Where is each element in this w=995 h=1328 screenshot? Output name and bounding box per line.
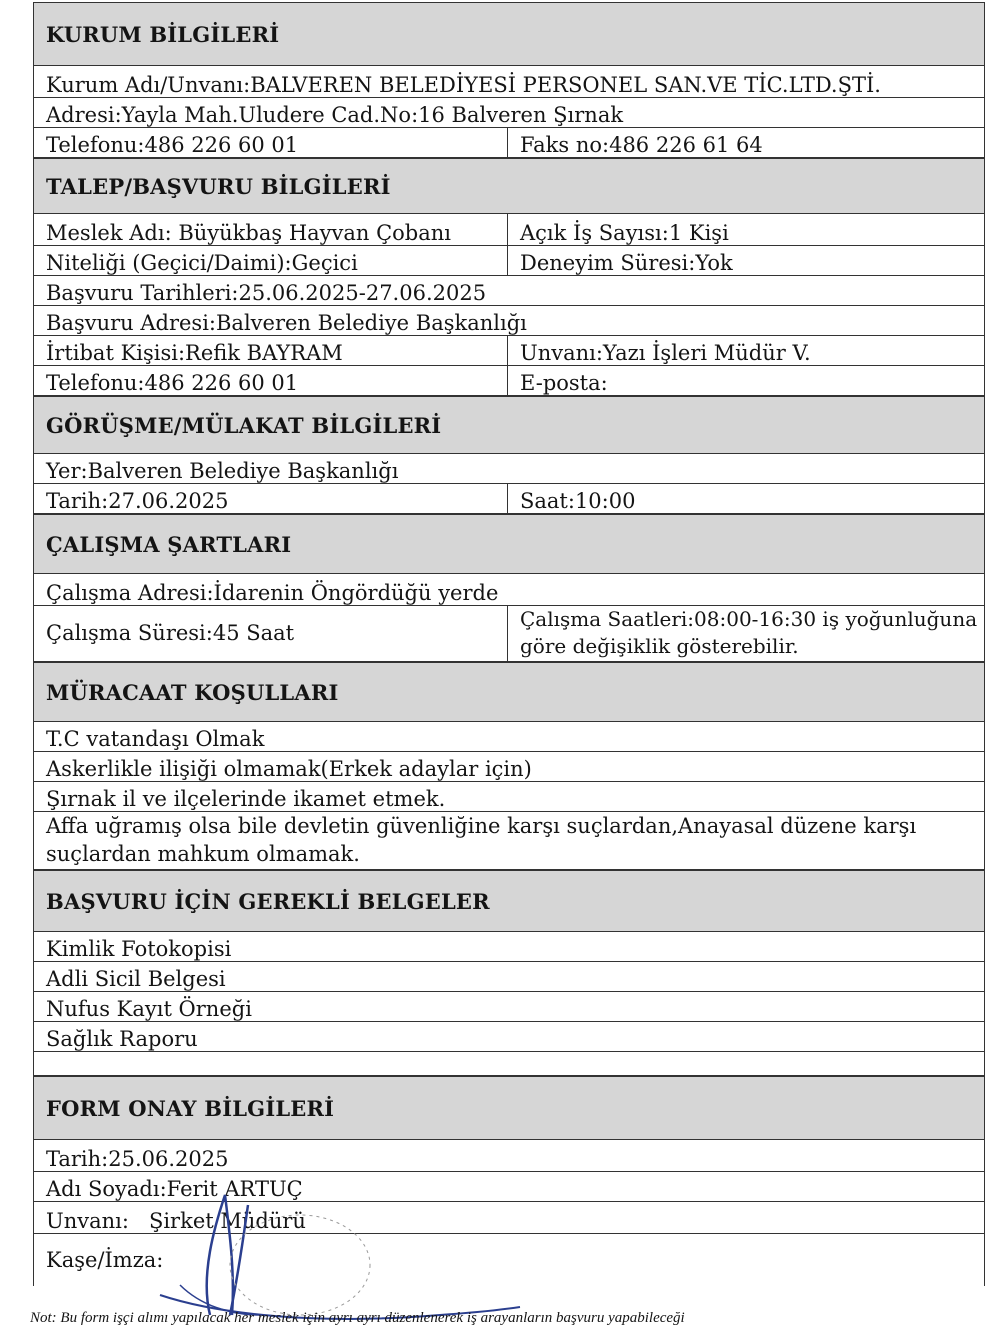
section-gorusme-title: GÖRÜŞME/MÜLAKAT BİLGİLERİ [34, 396, 984, 454]
talep-eposta: E-posta: [520, 370, 608, 395]
irtibat-kisisi: İrtibat Kişisi:Refik BAYRAM [34, 336, 508, 365]
onay-kase-imza: Kaşe/İmza: [46, 1247, 164, 1272]
gorusme-tarih: Tarih:27.06.2025 [34, 484, 508, 513]
basvuru-adresi: Başvuru Adresi:Balveren Belediye Başkanlığı [46, 310, 527, 335]
footnote: Not: Bu form işçi alımı yapılacak her meslek için ayrı ayrı düzenlenerek iş arayanların başvuru yapabileceği [30, 1310, 685, 1326]
job-posting-form [33, 2, 985, 1286]
onay-row-3 [34, 1202, 984, 1234]
gorusme-yer: Yer:Balveren Belediye Başkanlığı [46, 458, 399, 483]
talep-row-5 [34, 336, 984, 366]
muracaat-text: Affa uğramış olsa bile devletin güvenliğine karşı suçlardan,Anayasal düzene karşı suçlardan mahkum olmamak. [46, 814, 917, 867]
section-calisma-title: ÇALIŞMA ŞARTLARI [34, 514, 984, 574]
talep-telefon: Telefonu:486 226 60 01 [34, 366, 508, 395]
muracaat-item [34, 782, 984, 812]
basvuru-tarihleri: Başvuru Tarihleri:25.06.2025-27.06.2025 [46, 280, 487, 305]
belge-text [34, 1052, 984, 1075]
irtibat-unvani: Unvanı:Yazı İşleri Müdür V. [520, 340, 811, 365]
deneyim-suresi: Deneyim Süresi:Yok [520, 250, 733, 275]
belge-item [34, 932, 984, 962]
meslek-adi: Meslek Adı: Büyükbaş Hayvan Çobanı [34, 214, 508, 245]
talep-row-1 [34, 214, 984, 246]
muracaat-text: Askerlikle ilişiği olmamak(Erkek adaylar için) [46, 756, 532, 781]
talep-row-2 [34, 246, 984, 276]
section-muracaat-title: MÜRACAAT KOŞULLARI [34, 662, 984, 722]
niteligi: Niteliği (Geçici/Daimi):Geçici [34, 246, 508, 275]
kurum-telefon-row [34, 128, 984, 158]
onay-row-2 [34, 1172, 984, 1202]
section-onay-title: FORM ONAY BİLGİLERİ [34, 1076, 984, 1140]
onay-row-4 [34, 1234, 984, 1286]
belge-text: Kimlik Fotokopisi [46, 936, 232, 961]
kurum-adi-row [34, 66, 984, 98]
belge-item [34, 992, 984, 1022]
onay-unvan: Unvanı: Şirket Müdürü [46, 1208, 306, 1233]
onay-adi-soyadi: Adı Soyadı:Ferit ARTUÇ [46, 1176, 303, 1201]
gorusme-saat: Saat:10:00 [520, 488, 636, 513]
belge-item [34, 962, 984, 992]
kurum-adres-row [34, 98, 984, 128]
onay-tarih: Tarih:25.06.2025 [46, 1146, 229, 1171]
muracaat-text: T.C vatandaşı Olmak [46, 726, 265, 751]
muracaat-text: Şırnak il ve ilçelerinde ikamet etmek. [46, 786, 446, 811]
kurum-faks: Faks no:486 226 61 64 [520, 132, 763, 157]
section-belgeler-title: BAŞVURU İÇİN GEREKLİ BELGELER [34, 870, 984, 932]
kurum-adi: Kurum Adı/Unvanı:BALVEREN BELEDİYESİ PERSONEL SAN.VE TİC.LTD.ŞTİ. [46, 72, 881, 97]
calisma-row-2 [34, 606, 984, 662]
belge-text: Adli Sicil Belgesi [46, 966, 226, 991]
gorusme-row-2 [34, 484, 984, 514]
calisma-adresi: Çalışma Adresi:İdarenin Öngördüğü yerde [46, 580, 499, 605]
acik-is-sayisi: Açık İş Sayısı:1 Kişi [520, 220, 729, 245]
belge-text: Sağlık Raporu [46, 1026, 198, 1051]
belge-item [34, 1022, 984, 1052]
calisma-row-1 [34, 574, 984, 606]
kurum-adres: Adresi:Yayla Mah.Uludere Cad.No:16 Balveren Şırnak [46, 102, 624, 127]
kurum-telefon: Telefonu:486 226 60 01 [34, 128, 508, 157]
belge-item-empty [34, 1052, 984, 1076]
talep-row-3 [34, 276, 984, 306]
calisma-saatleri: Çalışma Saatleri:08:00-16:30 iş yoğunluğuna göre değişiklik gösterebilir. [520, 607, 978, 658]
calisma-suresi: Çalışma Süresi:45 Saat [34, 606, 508, 661]
muracaat-item [34, 752, 984, 782]
muracaat-item [34, 812, 984, 870]
onay-row-1 [34, 1140, 984, 1172]
gorusme-row-1 [34, 454, 984, 484]
muracaat-item [34, 722, 984, 752]
belge-text: Nufus Kayıt Örneği [46, 996, 252, 1021]
talep-row-4 [34, 306, 984, 336]
section-kurum-title: KURUM BİLGİLERİ [34, 2, 984, 66]
talep-row-6 [34, 366, 984, 396]
section-talep-title: TALEP/BAŞVURU BİLGİLERİ [34, 158, 984, 214]
